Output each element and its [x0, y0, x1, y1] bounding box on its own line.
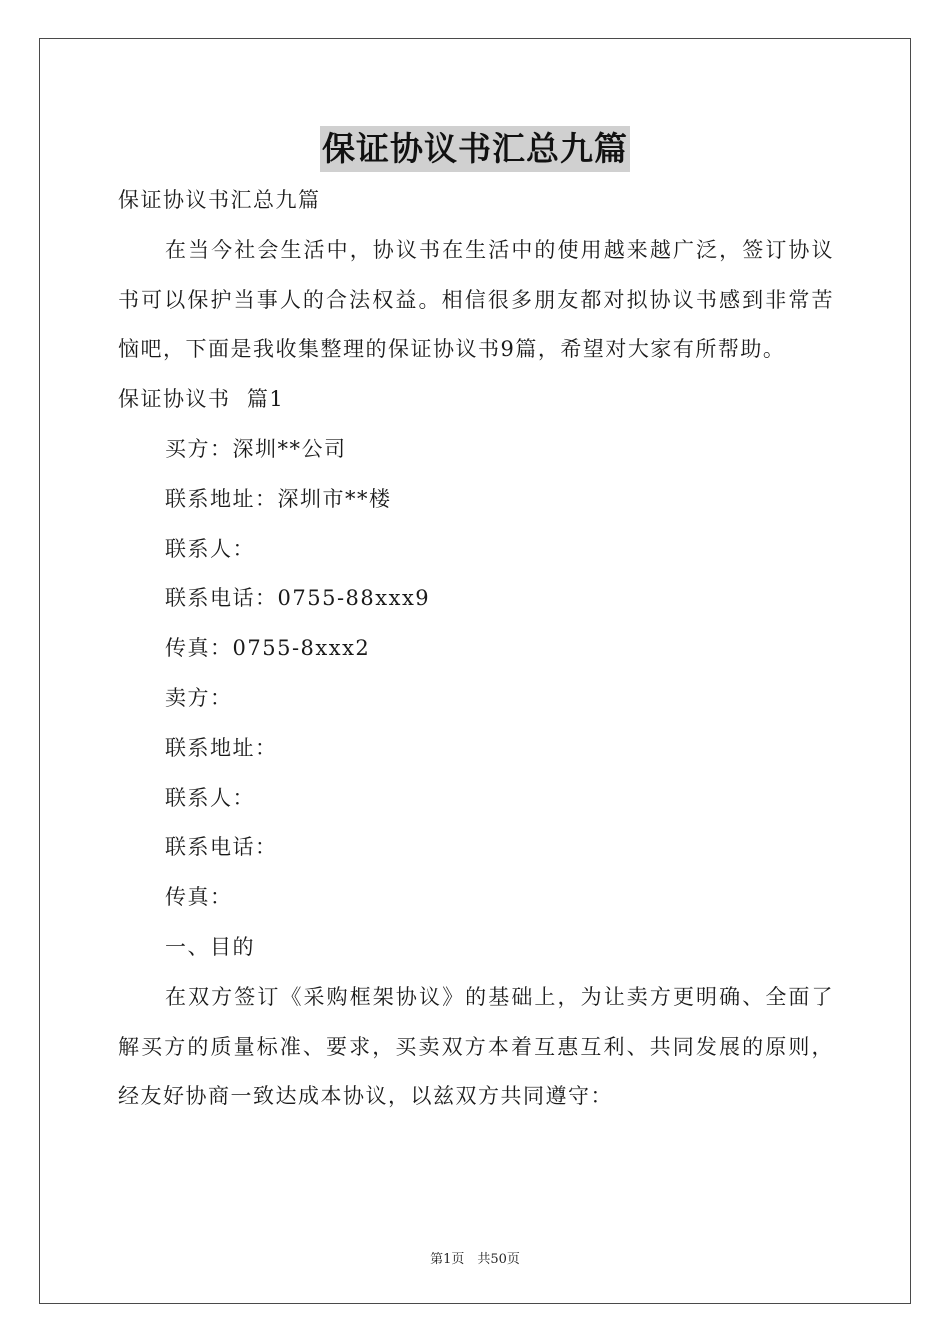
document-title-row: [0, 126, 950, 172]
buyer-address-line: 联系地址：深圳市**楼: [165, 486, 392, 511]
subtitle-line: 保证协议书汇总九篇: [118, 188, 321, 212]
intro-paragraph: 在当今社会生活中，协议书在生活中的使用越来越广泛，签订协议书可以保护当事人的合法权益。相信很多朋友都对拟协议书感到非常苦恼吧，下面是我收集整理的保证协议书9篇，希望对大家有所帮助。: [118, 237, 834, 362]
page-footer: [0, 1248, 950, 1267]
buyer-contact-line: 联系人：: [165, 536, 255, 561]
seller-address-line: 联系地址：: [165, 735, 278, 760]
section-heading: 保证协议书 篇1: [118, 387, 285, 412]
seller-line: 卖方：: [165, 685, 233, 710]
seller-contact-line: 联系人：: [165, 785, 255, 810]
clause-heading: 一、目的: [165, 934, 255, 959]
document-body: [118, 176, 834, 1122]
page-number: 第1页 共50页: [430, 1252, 520, 1267]
buyer-fax-line: 传真：0755-8xxx2: [165, 636, 371, 661]
buyer-line: 买方：深圳**公司: [165, 436, 347, 461]
document-title: 保证协议书汇总九篇: [320, 126, 630, 172]
clause-paragraph: 在双方签订《采购框架协议》的基础上，为让卖方更明确、全面了解买方的质量标准、要求，买卖双方本着互惠互利、共同发展的原则，经友好协商一致达成本协议，以兹双方共同遵守：: [118, 984, 834, 1109]
seller-phone-line: 联系电话：: [165, 835, 278, 860]
buyer-phone-line: 联系电话：0755-88xxx9: [165, 586, 431, 611]
seller-fax-line: 传真：: [165, 885, 233, 910]
